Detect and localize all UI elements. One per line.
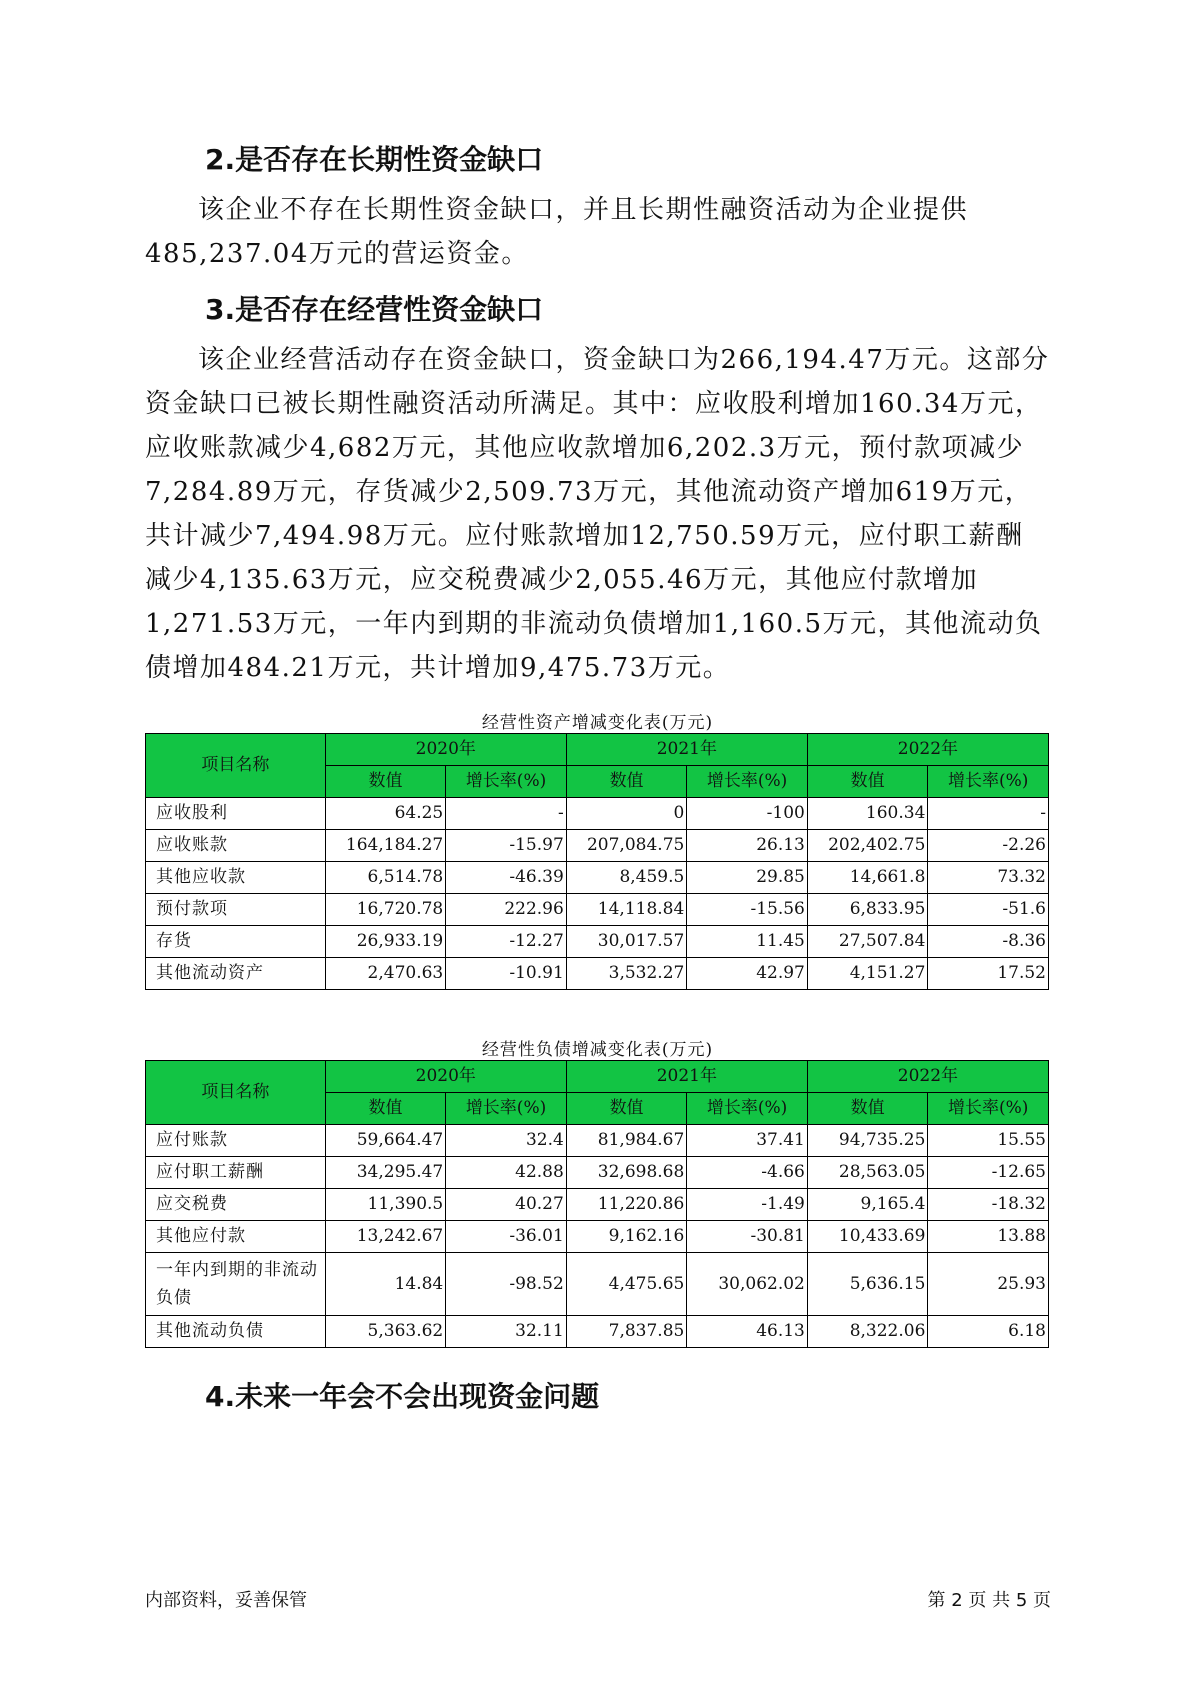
- cell-value: 14.84: [325, 1253, 446, 1316]
- cell-value: 2,470.63: [325, 958, 446, 990]
- cell-growth-rate: -10.91: [446, 958, 567, 990]
- cell-growth-rate: -4.66: [687, 1157, 808, 1189]
- section-4-heading: 4.未来一年会不会出现资金问题: [205, 1380, 600, 1413]
- cell-growth-rate: -98.52: [446, 1253, 567, 1316]
- header-year-2021: 2021年: [566, 1061, 807, 1093]
- header-year-2020: 2020年: [325, 1061, 566, 1093]
- cell-growth-rate: 42.97: [687, 958, 808, 990]
- row-item-name: 预付款项: [146, 894, 326, 926]
- cell-value: 34,295.47: [325, 1157, 446, 1189]
- cell-value: 8,322.06: [807, 1316, 928, 1348]
- cell-value: 26,933.19: [325, 926, 446, 958]
- cell-value: 11,390.5: [325, 1189, 446, 1221]
- cell-value: 64.25: [325, 798, 446, 830]
- cell-value: 4,475.65: [566, 1253, 687, 1316]
- cell-growth-rate: -15.97: [446, 830, 567, 862]
- table-row: [146, 830, 1049, 862]
- cell-growth-rate: -12.65: [928, 1157, 1049, 1189]
- row-item-name: 其他应收款: [146, 862, 326, 894]
- cell-value: 160.34: [807, 798, 928, 830]
- header-value: 数值: [325, 1093, 446, 1125]
- section-2-body: 该企业不存在长期性资金缺口，并且长期性融资活动为企业提供485,237.04万元的营运资金。: [145, 195, 969, 269]
- cell-growth-rate: -2.26: [928, 830, 1049, 862]
- table-row: [146, 926, 1049, 958]
- cell-growth-rate: 42.88: [446, 1157, 567, 1189]
- cell-growth-rate: 17.52: [928, 958, 1049, 990]
- cell-value: 32,698.68: [566, 1157, 687, 1189]
- table-row: [146, 862, 1049, 894]
- cell-growth-rate: 46.13: [687, 1316, 808, 1348]
- cell-growth-rate: -30.81: [687, 1221, 808, 1253]
- section-2-heading: 2.是否存在长期性资金缺口: [205, 143, 544, 176]
- table-row: [146, 1253, 1049, 1316]
- cell-growth-rate: -36.01: [446, 1221, 567, 1253]
- cell-value: 16,720.78: [325, 894, 446, 926]
- header-year-2022: 2022年: [807, 1061, 1048, 1093]
- header-year-2022: 2022年: [807, 734, 1048, 766]
- cell-growth-rate: 37.41: [687, 1125, 808, 1157]
- cell-value: 3,532.27: [566, 958, 687, 990]
- table-row: [146, 798, 1049, 830]
- header-value: 数值: [566, 1093, 687, 1125]
- cell-value: 14,661.8: [807, 862, 928, 894]
- cell-value: 9,162.16: [566, 1221, 687, 1253]
- liabilities-change-table: [145, 1060, 1049, 1348]
- cell-value: 6,514.78: [325, 862, 446, 894]
- cell-growth-rate: 13.88: [928, 1221, 1049, 1253]
- cell-growth-rate: 26.13: [687, 830, 808, 862]
- row-item-name: 应收账款: [146, 830, 326, 862]
- cell-growth-rate: -: [928, 798, 1049, 830]
- section-3-heading: 3.是否存在经营性资金缺口: [205, 293, 544, 326]
- cell-growth-rate: 15.55: [928, 1125, 1049, 1157]
- row-item-name: 一年内到期的非流动负债: [146, 1253, 326, 1316]
- cell-growth-rate: -15.56: [687, 894, 808, 926]
- cell-growth-rate: 40.27: [446, 1189, 567, 1221]
- cell-value: 81,984.67: [566, 1125, 687, 1157]
- cell-value: 4,151.27: [807, 958, 928, 990]
- table-row: [146, 1189, 1049, 1221]
- cell-growth-rate: 11.45: [687, 926, 808, 958]
- cell-growth-rate: 6.18: [928, 1316, 1049, 1348]
- header-value: 数值: [807, 1093, 928, 1125]
- footer-page-number: 第 2 页 共 5 页: [927, 1590, 1051, 1611]
- assets-table-caption: 经营性资产增减变化表(万元): [481, 713, 714, 733]
- cell-growth-rate: 32.11: [446, 1316, 567, 1348]
- header-value: 数值: [325, 766, 446, 798]
- cell-growth-rate: 32.4: [446, 1125, 567, 1157]
- cell-value: 27,507.84: [807, 926, 928, 958]
- cell-value: 28,563.05: [807, 1157, 928, 1189]
- cell-value: 0: [566, 798, 687, 830]
- header-rate: 增长率(%): [687, 1093, 808, 1125]
- cell-growth-rate: -100: [687, 798, 808, 830]
- row-item-name: 应付职工薪酬: [146, 1157, 326, 1189]
- row-item-name: 应交税费: [146, 1189, 326, 1221]
- cell-growth-rate: -12.27: [446, 926, 567, 958]
- header-value: 数值: [566, 766, 687, 798]
- header-rate: 增长率(%): [687, 766, 808, 798]
- header-year-2021: 2021年: [566, 734, 807, 766]
- cell-growth-rate: 29.85: [687, 862, 808, 894]
- cell-value: 207,084.75: [566, 830, 687, 862]
- cell-growth-rate: -: [446, 798, 567, 830]
- cell-value: 10,433.69: [807, 1221, 928, 1253]
- header-rate: 增长率(%): [446, 1093, 567, 1125]
- cell-value: 11,220.86: [566, 1189, 687, 1221]
- header-item-name: 项目名称: [146, 734, 326, 798]
- row-item-name: 其他流动资产: [146, 958, 326, 990]
- cell-value: 5,363.62: [325, 1316, 446, 1348]
- row-item-name: 其他应付款: [146, 1221, 326, 1253]
- cell-value: 59,664.47: [325, 1125, 446, 1157]
- row-item-name: 应付账款: [146, 1125, 326, 1157]
- cell-value: 202,402.75: [807, 830, 928, 862]
- cell-growth-rate: 25.93: [928, 1253, 1049, 1316]
- header-year-2020: 2020年: [325, 734, 566, 766]
- assets-change-table: [145, 733, 1049, 990]
- liabilities-table-caption: 经营性负债增减变化表(万元): [481, 1040, 714, 1060]
- header-value: 数值: [807, 766, 928, 798]
- cell-value: 164,184.27: [325, 830, 446, 862]
- header-rate: 增长率(%): [446, 766, 567, 798]
- cell-growth-rate: 222.96: [446, 894, 567, 926]
- table-row: [146, 1125, 1049, 1157]
- cell-value: 6,833.95: [807, 894, 928, 926]
- section-3-body: 该企业经营活动存在资金缺口，资金缺口为266,194.47万元。这部分资金缺口已被长期性融资活动所满足。其中：应收股利增加160.34万元，应收账款减少4,682万元，其他应收款增加6,202.3万元，预付款项减少7,284.89万元，存货减少2,509.73万元，其他流动资产增加619万元，共计减少7,494.98万元。应付账款增加12,750.59万元，应付职工薪酬减少4,135.63万元，应交税费减少2,055.46万元，其他应付款增加1,271.53万元，一年内到期的非流动负债增加1,160.5万元，其他流动负债增加484.21万元，共计增加9,475.73万元。: [145, 345, 1050, 683]
- table-row: [146, 1221, 1049, 1253]
- cell-growth-rate: -51.6: [928, 894, 1049, 926]
- table-row: [146, 894, 1049, 926]
- header-item-name: 项目名称: [146, 1061, 326, 1125]
- cell-growth-rate: 73.32: [928, 862, 1049, 894]
- footer-confidential-note: 内部资料，妥善保管: [145, 1590, 307, 1611]
- cell-growth-rate: -8.36: [928, 926, 1049, 958]
- row-item-name: 存货: [146, 926, 326, 958]
- cell-growth-rate: 30,062.02: [687, 1253, 808, 1316]
- cell-growth-rate: -1.49: [687, 1189, 808, 1221]
- cell-growth-rate: -46.39: [446, 862, 567, 894]
- table-row: [146, 958, 1049, 990]
- cell-value: 13,242.67: [325, 1221, 446, 1253]
- row-item-name: 其他流动负债: [146, 1316, 326, 1348]
- table-row: [146, 1316, 1049, 1348]
- header-rate: 增长率(%): [928, 1093, 1049, 1125]
- header-rate: 增长率(%): [928, 766, 1049, 798]
- cell-value: 30,017.57: [566, 926, 687, 958]
- cell-value: 94,735.25: [807, 1125, 928, 1157]
- cell-value: 14,118.84: [566, 894, 687, 926]
- cell-growth-rate: -18.32: [928, 1189, 1049, 1221]
- cell-value: 7,837.85: [566, 1316, 687, 1348]
- table-row: [146, 1157, 1049, 1189]
- cell-value: 5,636.15: [807, 1253, 928, 1316]
- row-item-name: 应收股利: [146, 798, 326, 830]
- cell-value: 8,459.5: [566, 862, 687, 894]
- cell-value: 9,165.4: [807, 1189, 928, 1221]
